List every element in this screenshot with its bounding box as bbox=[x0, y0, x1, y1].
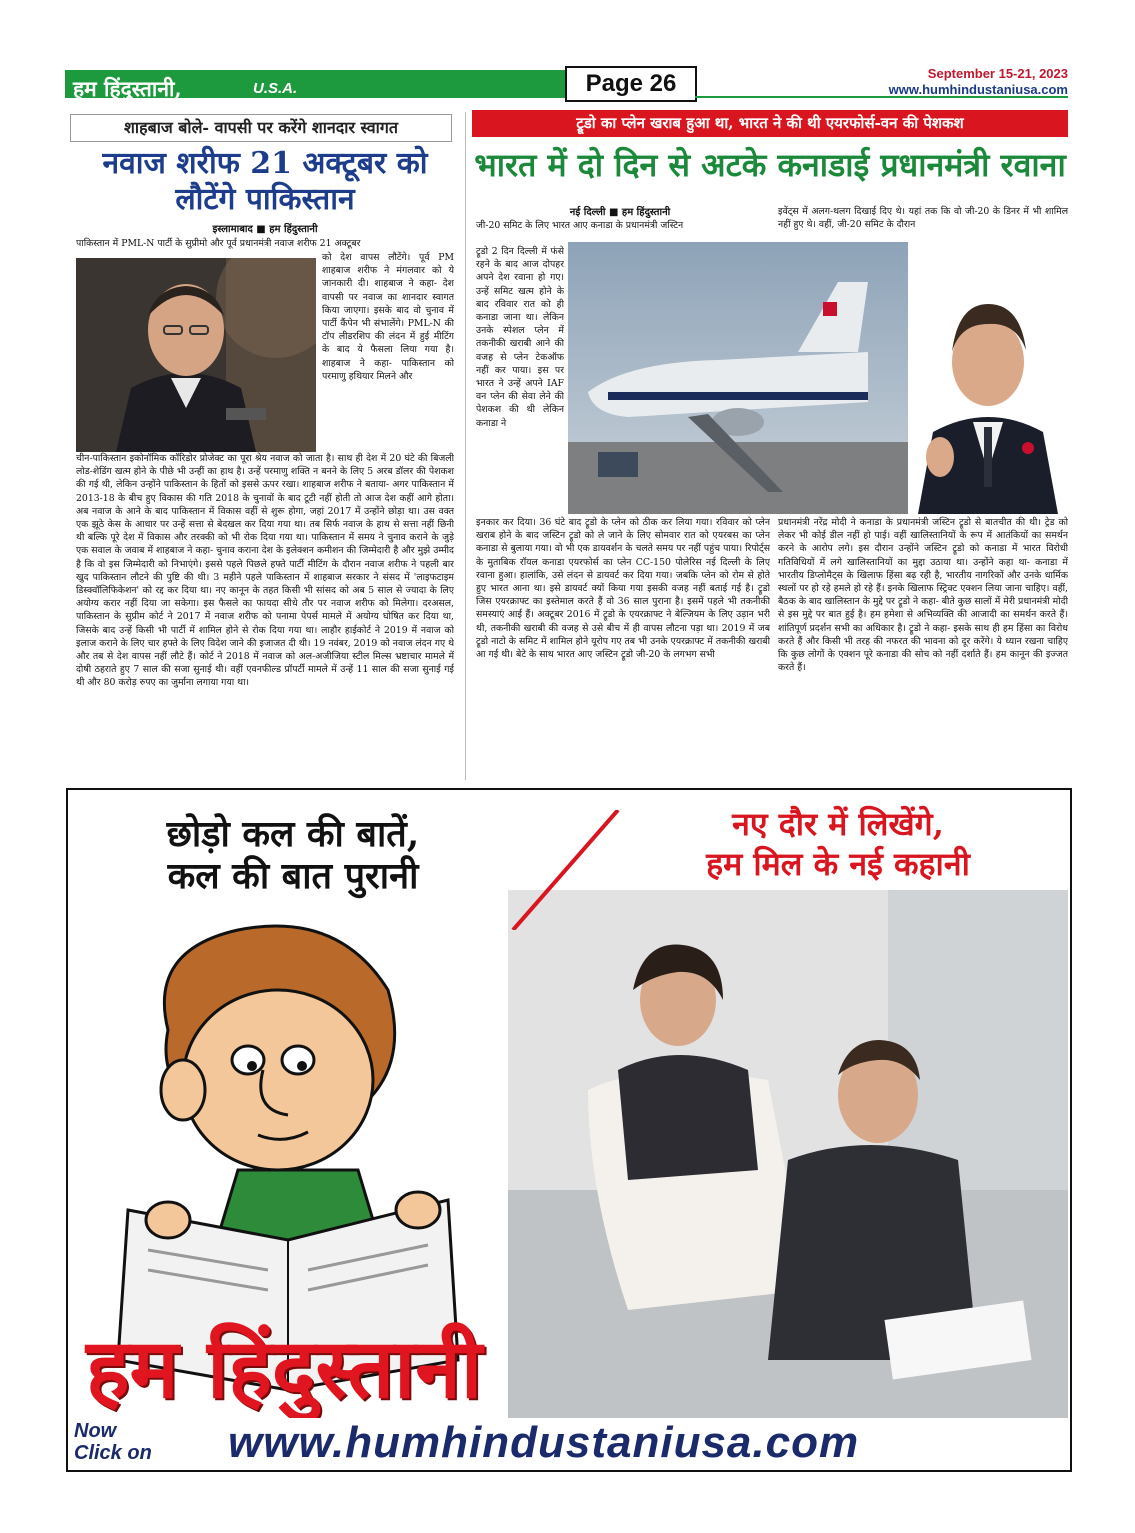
column-divider bbox=[465, 112, 466, 780]
left-article-intro: पाकिस्तान में PML-N पार्टी के सुप्रीमो और पूर्व प्रधानमंत्री नवाज शरीफ 21 अक्टूबर bbox=[76, 238, 361, 249]
masthead bbox=[65, 66, 1068, 100]
masthead-title: हम हिंदुस्तानी, bbox=[73, 76, 182, 101]
ad-left-line-1: छोड़ो कल की बातें, bbox=[166, 813, 420, 855]
left-article-dateline: इस्लामाबाद ■ हम हिंदुस्तानी bbox=[212, 224, 318, 235]
ad-right-line-2: हम मिल के नई कहानी bbox=[706, 845, 970, 883]
nawaz-sharif-photo bbox=[76, 258, 316, 452]
ad-now-text: Now bbox=[74, 1420, 117, 1442]
ad-right-line-1: नए दौर में लिखेंगे, bbox=[732, 805, 944, 843]
right-article-column-1: इनकार कर दिया। 36 घंटे बाद ट्रूडो के प्लेन को ठीक कर लिया गया। रविवार को प्लेन खराब होने के बाद जस्टिन ट्रूडो को ले जाने के लिए सोमवार रात को एयरबस का प्लेन कनाडा से बुलाया गया। वो भी एक डायवर्शन के चलते समय पर नहीं पहुंच पाया। रिपोर्ट्स के मुताबिक रॉयल कनाडा एयरफोर्स का प्लेन CC-150 पोलेरिस नई दिल्ली के लिए रवाना हुआ। हालांकि, उसे लंदन से डायवर्ट कर दिया गया। जबकि प्लेन को रोम से होते हुए भारत आना था। इसे डायवर्ट क्यों किया गया इसकी वजह नहीं बताई गई है। ट्रूडो जिस एयरक्राफ्ट का इस्तेमाल करते हैं वो 36 साल पुराना है। इसमें पहले भी तकनीकी समस्याएं आई हैं। अक्टूबर 2016 में ट्रूडो के एयरक्राफ्ट ने बेल्जियम के लिए उड़ान भरी थी, तकनीकी खराबी की वजह से उसे बीच में ही वापस लौटना पड़ा था। 2019 में जब ट्रूडो नाटो के समिट में शामिल होने यूरोप गए तब भी उनके एयरक्राफ्ट में तकनीकी खराबी आ गई थी। बेटे के साथ भारत आए जस्टिन ट्रूडो जी-20 के लगभग सभी bbox=[476, 517, 770, 661]
left-article-side-column: को देश वापस लौटेंगे। पूर्व PM शाहबाज शरीफ ने मंगलवार को ये जानकारी दी। शाहबाज ने कहा- देश वापसी पर नवाज का शानदार स्वागत किया जाएगा। इसके बाद वो चुनाव में पार्टी कैंपेन भी संभालेंगे। PML-N की टॉप लीडरशिप की लंदन में हुई मीटिंग के बाद ये फैसला लिया गया है। शाहबाज ने कहा- पाकिस्तान को परमाणु हथियार मिलने और bbox=[322, 252, 454, 382]
ad-website-link[interactable]: www.humhindustaniusa.com bbox=[228, 1418, 860, 1467]
masthead-bar bbox=[65, 70, 565, 101]
right-article-headline: भारत में दो दिन से अटके कनाडाई प्रधानमंत्री रवाना bbox=[474, 146, 1066, 184]
page-number: Page 26 bbox=[565, 66, 697, 102]
right-article-lead: जी-20 समिट के लिए भारत आए कनाडा के प्रधानमंत्री जस्टिन bbox=[476, 220, 684, 231]
right-article-dateline: नई दिल्ली ■ हम हिंदुस्तानी bbox=[569, 207, 671, 218]
issue-date: September 15-21, 2023 bbox=[927, 66, 1068, 81]
right-article-kicker: ट्रूडो का प्लेन खराब हुआ था, भारत ने की थी एयरफोर्स-वन की पेशकश bbox=[472, 110, 1068, 137]
ad-brand-name: हम हिंदुस्तानी bbox=[86, 1321, 483, 1417]
right-article-column-2: प्रधानमंत्री नरेंद्र मोदी ने कनाडा के प्रधानमंत्री जस्टिन ट्रूडो से बातचीत की थी। ट्रेड को लेकर भी कोई डील नहीं हो पाई। वहीं खालिस्तानियों के रूप में आतंकियों का समर्थन करने के आरोप लगे। इस दौरान उन्होंने जस्टिन ट्रूडो को कनाडा में भारत विरोधी गतिविधियों में लगे खालिस्तानियों का मुद्दा उठाया था। उन्होंने कहा था- कनाडा में भारतीय डिप्लोमैट्स के खिलाफ हिंसा बढ़ रही है, भारतीय नागरिकों और उनके धार्मिक स्थलों पर हो रहे हमले हो रहे हैं। इनके खिलाफ स्ट्रिक्ट एक्शन लिया जाना चाहिए। वहीं, बैठक के बाद खालिस्तान के मुद्दे पर ट्रूडो ने कहा- बीते कुछ सालों में मेरी प्रधानमंत्री मोदी से इस मुद्दे पर बात हुई है। हम हमेशा से अभिव्यक्ति की आजादी का समर्थन करते हैं। शांतिपूर्ण प्रदर्शन सभी का अधिकार है। ट्रूडो ने कहा- इसके साथ ही हम हिंसा का विरोध करते हैं और किसी भी तरह की नफरत की भावना को दूर करेंगे। ये ध्यान रखना चाहिए कि कुछ लोगों के एक्शन पूरे कनाडा की सोच को नहीं दर्शाते हैं। हम कानून की इज्जत करते हैं। bbox=[778, 517, 1068, 674]
advertisement[interactable] bbox=[66, 788, 1072, 1472]
right-article-top-column: इवेंट्स में अलग-थलग दिखाई दिए थे। यहां तक कि वो जी-20 के डिनर में भी शामिल नहीं हुए थे। वहीं, जी-20 समिट के दौरान bbox=[778, 206, 1068, 231]
trudeau-plane-photo bbox=[568, 242, 1068, 514]
left-article-body: चीन-पाकिस्तान इकोनॉमिक कॉरिडोर प्रोजेक्ट का पूरा श्रेय नवाज को जाता है। साथ ही देश में 20 घंटे की बिजली लोड-शेडिंग खत्म होने के पीछे भी उन्हीं का हाथ है। उन्हें परमाणु शक्ति न बनने के लिए 5 अरब डॉलर की पेशकश की गई थी, लेकिन उन्होंने पाकिस्तान के हितों को इससे ऊपर रखा। शाहबाज शरीफ ने बताया- अगर पाकिस्तान में 2013-18 के बीच हुए विकास की गति 2018 के चुनावों के बाद टूटी नहीं होती तो आज देश कहीं आगे होता। अब नवाज के आने के बाद पाकिस्तान में विकास वहीं से शुरू होगा, जहां 2017 में उन्होंने छोड़ा था। उस वक्त एक झूठे केस के आधार पर उन्हें सत्ता से बेदखल कर दिया गया था। तब सिर्फ नवाज के हाथ से सत्ता नहीं छिनी थी बल्कि पूरे देश में विकास और तरक्की को भी रोक दिया गया था। पाकिस्तान में समय ने चुनाव कराने के जुड़े एक सवाल के जवाब में शाहबाज ने कहा- चुनाव कराना देश के इलेक्शन कमीशन की जिम्मेदारी है और मुझे उम्मीद है कि वो इस जिम्मेदारी को निभाएंगे। इससे पहले पिछले हफ्ते पार्टी मीटिंग के दौरान नवाज शरीफ ने पहली बार खुद पाकिस्तान लौटने की पुष्टि की थी। 3 महीने पहले पाकिस्तान में शाहबाज सरकार ने संसद में 'लाइफटाइम डिस्क्वॉलिफिकेशन' को रद्द कर दिया था। नए कानून के तहत किसी भी सांसद को अब 5 साल से ज्यादा के लिए अयोग्य करार नहीं दिया जा सकेगा। इस फैसले का फायदा सीधे तौर पर नवाज शरीफ को मिलेगा। दरअसल, पाकिस्तान के सुप्रीम कोर्ट ने 2017 में नवाज शरीफ को पनामा पेपर्स मामले में अयोग्य घोषित कर दिया था, जिसके बाद उन्हें किसी भी पार्टी में शामिल होने से रोक दिया गया था। लाहौर हाईकोर्ट ने 2019 में नवाज को इलाज कराने के लिए चार हफ्ते के लिए विदेश जाने की इजाजत दी थी। 19 नवंबर, 2019 को नवाज लंदन गए थे और तब से देश वापस नहीं लौटे हैं। कोर्ट ने 2018 में नवाज को अल-अजीजिया स्टील मिल्स भ्रष्टाचार मामले में दोषी ठहराते हुए 7 साल की सजा सुनाई थी। वहीं एवनफील्ड प्रॉपर्टी मामले में उन्हें 11 साल की सजा सुनाई गई थी और 80 करोड़ रुपए का जुर्माना लगाया गया था। bbox=[76, 453, 454, 689]
masthead-usa: U.S.A. bbox=[253, 80, 298, 97]
header-website-link[interactable]: www.humhindustaniusa.com bbox=[888, 82, 1068, 97]
ad-left-line-2: कल की बात पुरानी bbox=[167, 855, 419, 897]
ad-footer[interactable] bbox=[68, 1418, 1070, 1470]
left-article-kicker: शाहबाज बोले- वापसी पर करेंगे शानदार स्वागत bbox=[70, 114, 452, 142]
right-article-narrow-column: ट्रूडो 2 दिन दिल्ली में फंसे रहने के बाद आज दोपहर अपने देश रवाना हो गए। उन्हें समिट खत्म होने के बाद रविवार रात को ही कनाडा जाना था। लेकिन उनके स्पेशल प्लेन में तकनीकी खराबी आने की वजह से प्लेन टेकऑफ नहीं कर पाया। इस पर भारत ने उन्हें अपने IAF वन प्लेन की सेवा लेने की पेशकश की थी लेकिन कनाडा ने bbox=[476, 246, 564, 429]
left-article-headline: नवाज शरीफ 21 अक्टूबर को लौटेंगे पाकिस्तान bbox=[102, 146, 428, 217]
couple-reading-photo bbox=[508, 890, 1068, 1430]
ad-click-on-text: Click on bbox=[74, 1442, 152, 1464]
